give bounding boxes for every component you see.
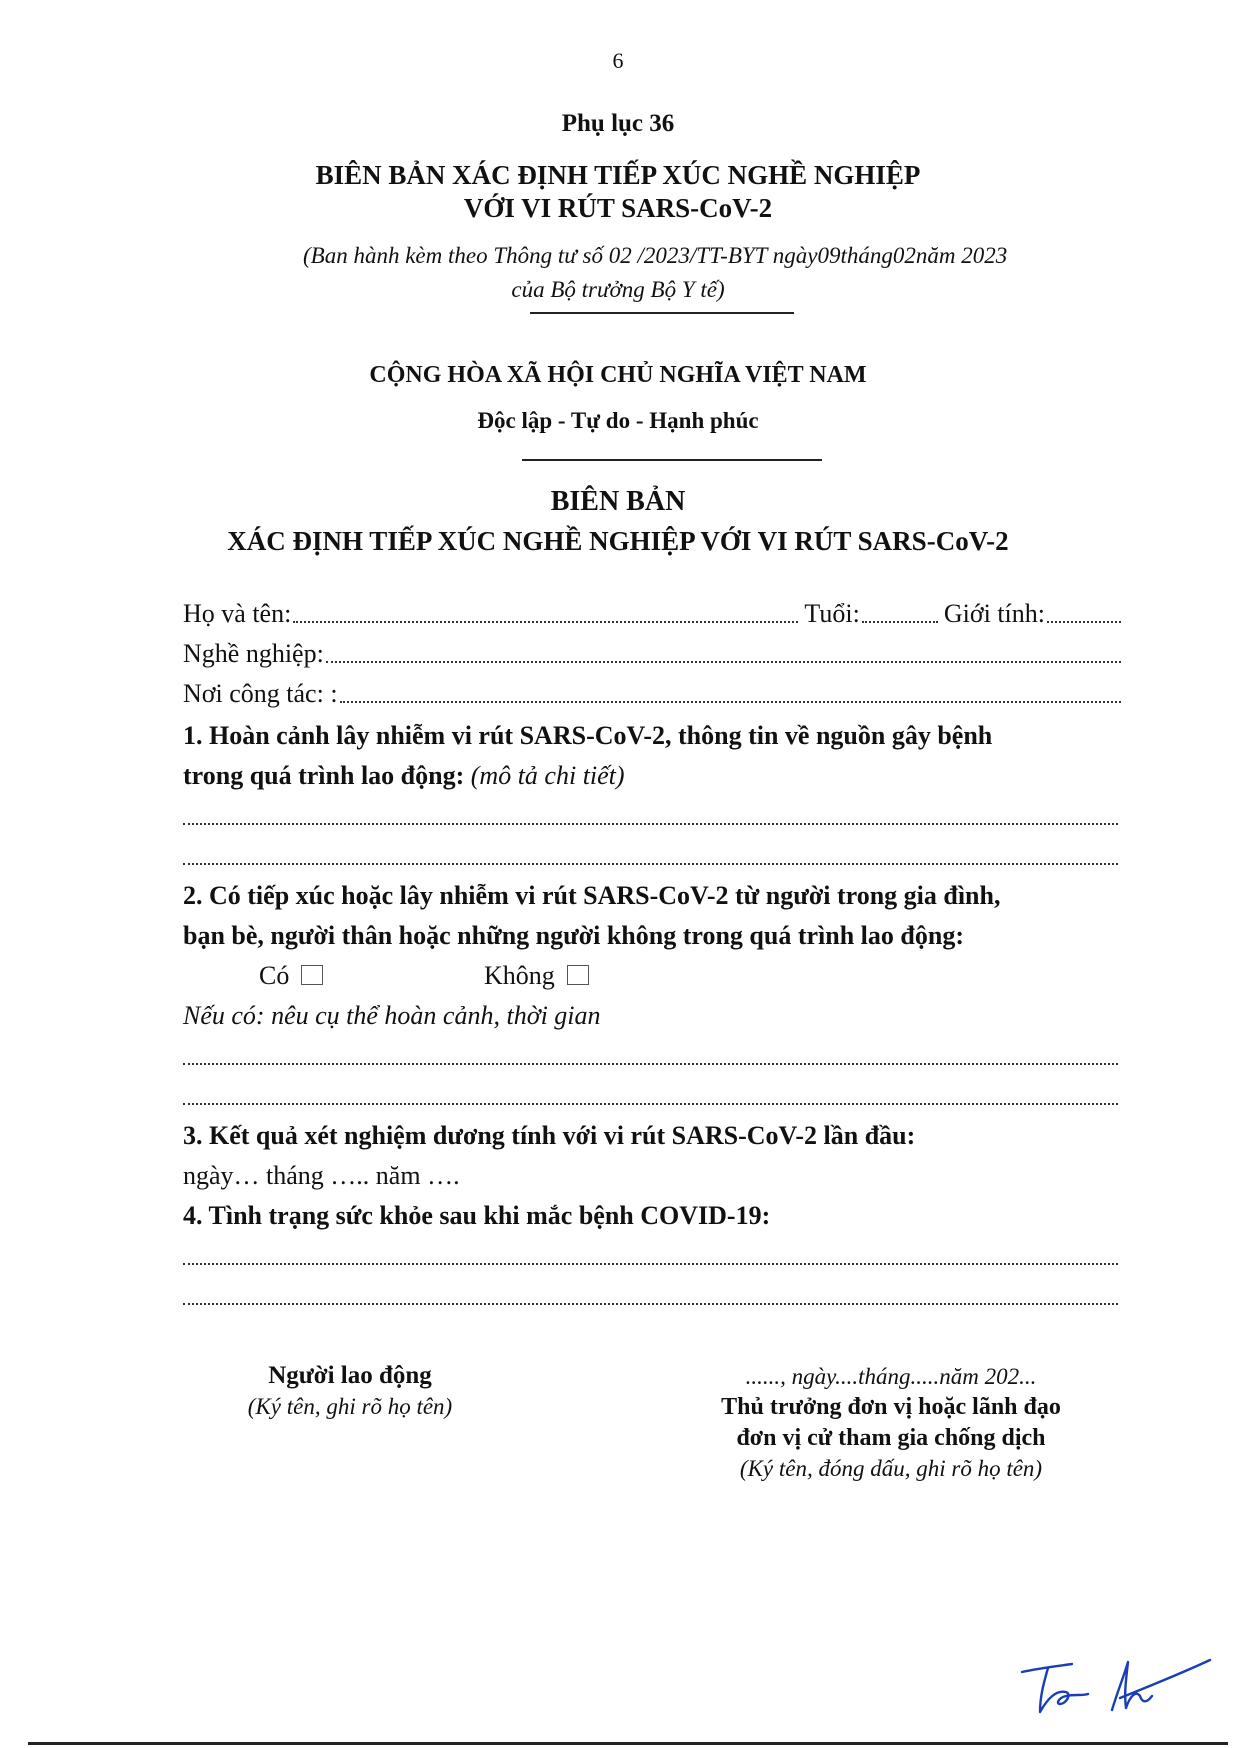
name-label: Họ và tên: bbox=[183, 599, 292, 628]
section-2-heading-line1: 2. Có tiếp xúc hoặc lây nhiễm vi rút SARS-CoV-2 từ người trong gia đình, bbox=[183, 881, 1001, 910]
issued-note-line1: (Ban hành kèm theo Thông tư số 02 /2023/TT-BYT ngày09tháng02năm 2023 bbox=[303, 243, 1008, 268]
name-field[interactable] bbox=[291, 598, 798, 630]
occupation-label: Nghề nghiệp: bbox=[183, 639, 324, 668]
age-field[interactable] bbox=[860, 598, 938, 630]
section-1-heading-bold: trong quá trình lao động: bbox=[183, 761, 465, 790]
section-3-heading: 3. Kết quả xét nghiệm dương tính với vi rút SARS-CoV-2 lần đầu: bbox=[183, 1121, 916, 1150]
field-row-occupation bbox=[183, 638, 1121, 670]
header-divider bbox=[530, 312, 794, 314]
worker-signature-title: Người lao động bbox=[268, 1362, 432, 1389]
occupation-field[interactable] bbox=[324, 638, 1121, 670]
yes-checkbox[interactable] bbox=[301, 965, 323, 985]
no-checkbox[interactable] bbox=[567, 965, 589, 985]
section-2-heading-line2: bạn bè, người thân hoặc những người không trong quá trình lao động: bbox=[183, 921, 964, 950]
page-number: 6 bbox=[612, 48, 624, 73]
motto-divider bbox=[522, 459, 822, 461]
document-title-line2: VỚI VI RÚT SARS-CoV-2 bbox=[463, 193, 773, 223]
gender-field[interactable] bbox=[1045, 598, 1121, 630]
handwritten-initials-image bbox=[1010, 1650, 1220, 1730]
age-label: Tuổi: bbox=[804, 599, 860, 628]
form-title: BIÊN BẢN bbox=[550, 486, 686, 517]
section-1-answer-line-2[interactable] bbox=[183, 863, 1118, 865]
yes-option[interactable] bbox=[259, 961, 323, 991]
national-motto: Độc lập - Tự do - Hạnh phúc bbox=[477, 408, 759, 433]
no-label: Không bbox=[484, 961, 555, 990]
signature-date-line: ......, ngày....tháng.....năm 202... bbox=[745, 1364, 1037, 1389]
head-signature-note: (Ký tên, đóng dấu, ghi rõ họ tên) bbox=[739, 1456, 1043, 1481]
document-title-line1: BIÊN BẢN XÁC ĐỊNH TIẾP XÚC NGHỀ NGHIỆP bbox=[315, 160, 921, 190]
workplace-field[interactable] bbox=[338, 678, 1121, 710]
field-row-name bbox=[183, 598, 1121, 630]
footer-divider bbox=[28, 1742, 1228, 1745]
section-1-answer-line-1[interactable] bbox=[183, 823, 1118, 825]
appendix-label: Phụ lục 36 bbox=[561, 110, 675, 137]
gender-label: Giới tính: bbox=[943, 599, 1045, 628]
issued-note-line2: của Bộ trưởng Bộ Y tế) bbox=[511, 277, 725, 302]
yes-label: Có bbox=[259, 961, 290, 990]
head-signature-title-line2: đơn vị cử tham gia chống dịch bbox=[736, 1425, 1046, 1451]
section-2-answer-line-1[interactable] bbox=[183, 1063, 1118, 1065]
section-2-answer-line-2[interactable] bbox=[183, 1103, 1118, 1105]
head-signature-title-line1: Thủ trưởng đơn vị hoặc lãnh đạo bbox=[721, 1394, 1061, 1420]
no-option[interactable] bbox=[484, 961, 589, 991]
section-4-answer-line-2[interactable] bbox=[183, 1303, 1118, 1305]
section-1-heading-line1: 1. Hoàn cảnh lây nhiễm vi rút SARS-CoV-2, thông tin về nguồn gây bệnh bbox=[183, 721, 993, 750]
workplace-label: Nơi công tác: : bbox=[183, 679, 338, 708]
section-1-heading-line2 bbox=[183, 761, 625, 791]
national-name: CỘNG HÒA XÃ HỘI CHỦ NGHĨA VIỆT NAM bbox=[369, 362, 867, 388]
form-subtitle: XÁC ĐỊNH TIẾP XÚC NGHỀ NGHIỆP VỚI VI RÚT SARS-CoV-2 bbox=[227, 526, 1009, 556]
field-row-workplace bbox=[183, 678, 1121, 710]
section-4-heading: 4. Tình trạng sức khỏe sau khi mắc bệnh COVID-19: bbox=[183, 1201, 771, 1230]
section-4-answer-line-1[interactable] bbox=[183, 1263, 1118, 1265]
if-yes-instruction: Nếu có: nêu cụ thể hoàn cảnh, thời gian bbox=[183, 1001, 601, 1030]
worker-signature-note: (Ký tên, ghi rõ họ tên) bbox=[247, 1394, 453, 1419]
section-3-date[interactable]: ngày… tháng ….. năm …. bbox=[183, 1161, 460, 1190]
section-1-hint: (mô tả chi tiết) bbox=[470, 761, 625, 790]
